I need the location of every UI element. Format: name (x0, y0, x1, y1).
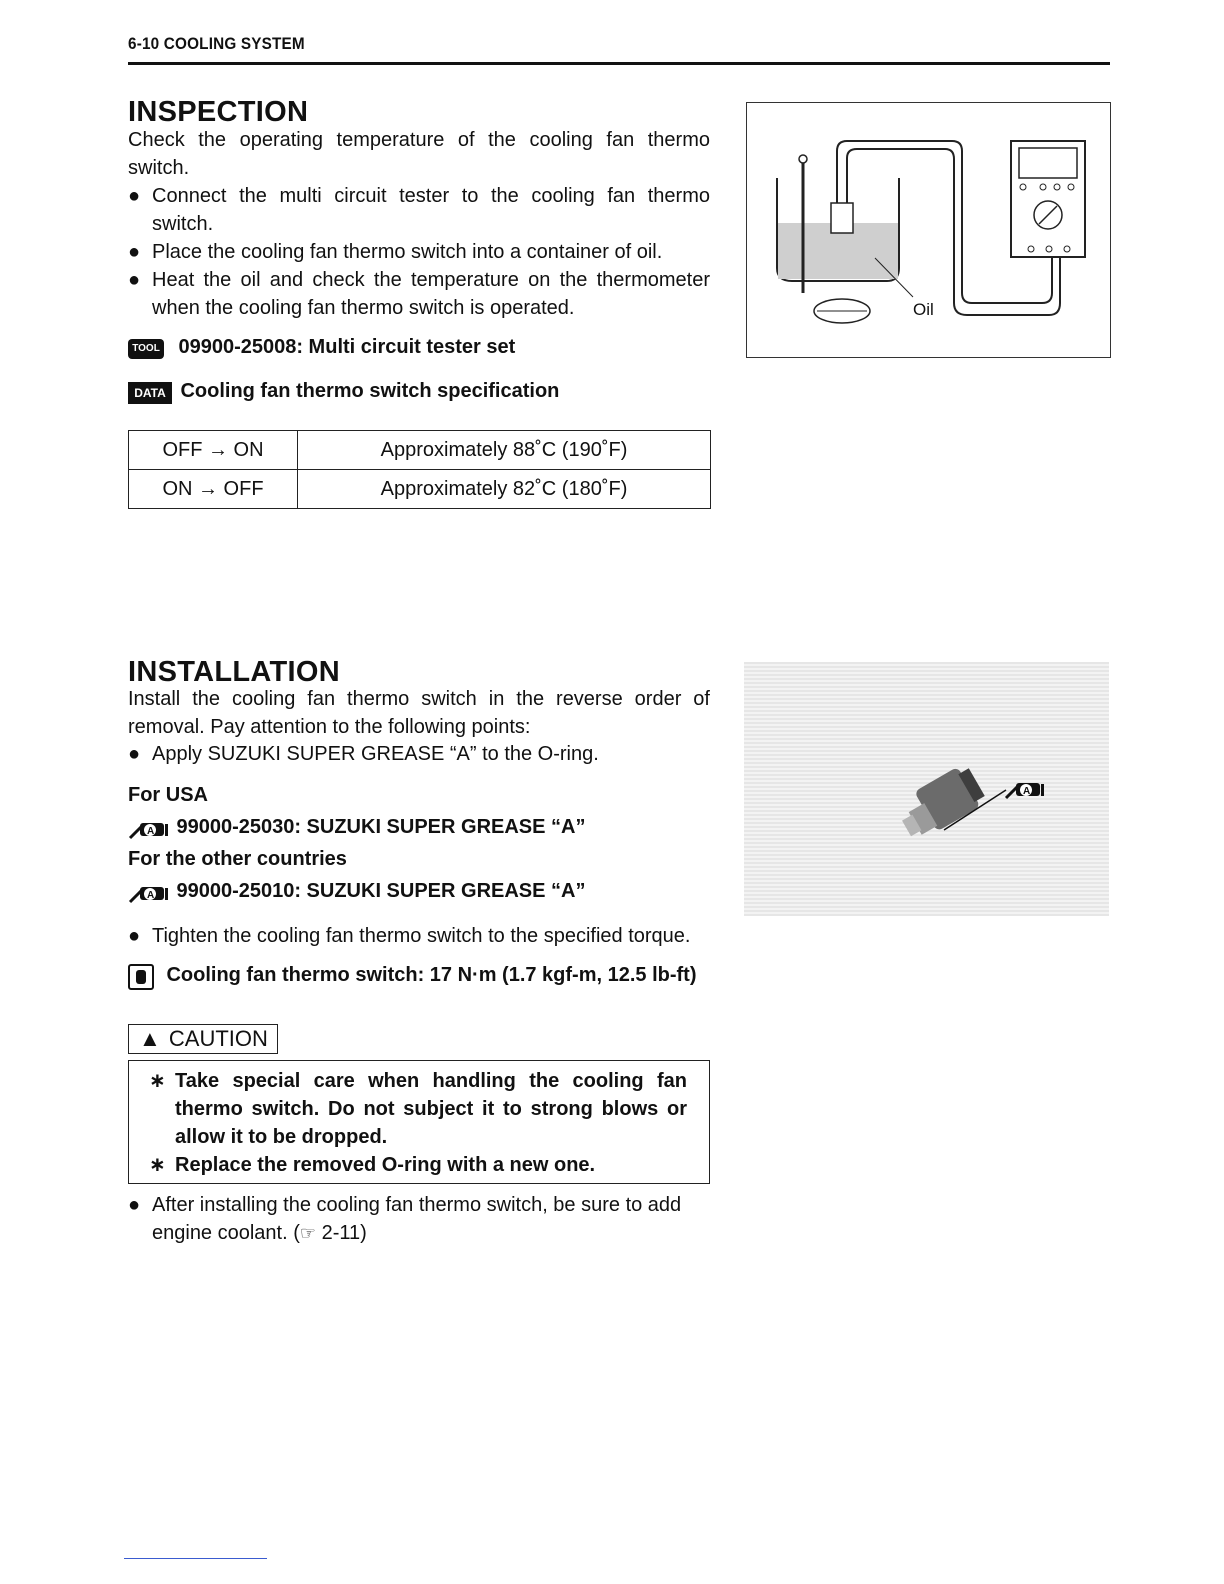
footer-rule (124, 1558, 267, 1559)
installation-intro: Install the cooling fan thermo switch in the reverse order of removal. Pay attention to the following points: (128, 688, 710, 738)
thermo-switch-photo (744, 662, 1109, 916)
svg-text:A: A (147, 825, 155, 837)
bullet-dot-icon: ● (128, 185, 141, 207)
grease-usa-text: 99000-25030: SUZUKI SUPER GREASE “A” (176, 816, 586, 838)
for-other-label: For the other countries (128, 848, 347, 870)
installation-bullet-3: ● After installing the cooling fan thermo switch, be sure to add (128, 1191, 718, 1219)
grease-icon (128, 882, 172, 904)
inspection-bullet-3: ● Heat the oil and check the temperature on the thermometer (128, 266, 718, 294)
caution-item-1-cont: thermo switch. Do not subject it to strong blows or (175, 1098, 687, 1120)
installation-title: INSTALLATION (128, 656, 340, 688)
inspection-title: INSPECTION (128, 96, 309, 128)
torque-wrench-icon (128, 964, 154, 990)
tool-line (128, 336, 515, 362)
tool-icon: TOOL (128, 339, 164, 359)
grease-icon (1004, 778, 1048, 805)
table-row (129, 431, 711, 470)
inspection-bullet-3-cont: when the cooling fan thermo switch is operated. (152, 297, 575, 319)
for-usa-label: For USA (128, 784, 208, 806)
page-header-text: 6-10 COOLING SYSTEM (128, 34, 305, 53)
bullet-dot-icon: ● (128, 925, 141, 947)
grease-other-text: 99000-25010: SUZUKI SUPER GREASE “A” (176, 880, 586, 902)
thermo-switch (831, 203, 853, 233)
tester-diagram (747, 103, 1110, 357)
svg-text:A: A (147, 889, 155, 901)
caution-item-2: Replace the removed O-ring with a new one. (175, 1154, 596, 1176)
tool-text: 09900-25008: Multi circuit tester set (178, 336, 516, 358)
spec-line (128, 380, 559, 406)
data-icon: DATA (128, 382, 172, 404)
caution-item-1: Take special care when handling the cooling fan (175, 1070, 687, 1092)
torque-line (128, 964, 697, 992)
page-header (128, 34, 1110, 65)
installation-bullet-2: ● Tighten the cooling fan thermo switch to the specified torque. (128, 922, 718, 950)
inspection-bullet-2: ● Place the cooling fan thermo switch into a container of oil. (128, 238, 718, 266)
spec-value: Approximately 82˚C (180˚F) (298, 470, 711, 509)
coolant-text: engine coolant. ( (152, 1222, 300, 1244)
grease-usa-line (128, 816, 586, 842)
inspection-figure (746, 102, 1111, 358)
inspection-bullet-1: ● Connect the multi circuit tester to the cooling fan thermo (128, 182, 718, 210)
inspection-bullet-1-cont: switch. (152, 213, 214, 235)
spec-value: Approximately 88˚C (190˚F) (298, 431, 711, 470)
spec-title: Cooling fan thermo switch specification (180, 380, 560, 402)
bullet-dot-icon: ● (128, 241, 141, 263)
inspection-intro: Check the operating temperature of the cooling fan thermo switch. (128, 129, 710, 179)
spec-table (128, 430, 711, 509)
grease-icon (128, 818, 172, 840)
reference-hand-icon: ☞ (299, 1223, 317, 1243)
caution-label: ▲ CAUTION (128, 1024, 278, 1054)
bullet-dot-icon: ● (128, 269, 141, 291)
warning-triangle-icon: ▲ (139, 1026, 161, 1051)
installation-bullet-3-cont (128, 1219, 718, 1247)
spec-state: OFF → ON (129, 431, 298, 470)
oil-label: Oil (913, 300, 934, 319)
table-row (129, 470, 711, 509)
torque-text: Cooling fan thermo switch: 17 N·m (1.7 kgf-m, 12.5 lb-ft) (166, 964, 697, 987)
spec-state: ON → OFF (129, 470, 298, 509)
bullet-dot-icon: ● (128, 1194, 141, 1216)
caution-asterisk: ∗ (149, 1070, 166, 1092)
grease-other-line (128, 880, 586, 906)
caution-item-1-end: allow it to be dropped. (175, 1126, 388, 1148)
svg-text:A: A (1023, 786, 1031, 797)
reference-page: 2-11) (316, 1222, 367, 1244)
bullet-dot-icon: ● (128, 743, 141, 765)
caution-asterisk: ∗ (149, 1154, 166, 1176)
caution-box (128, 1060, 710, 1184)
installation-bullet-1: ● Apply SUZUKI SUPER GREASE “A” to the O-ring. (128, 740, 718, 768)
